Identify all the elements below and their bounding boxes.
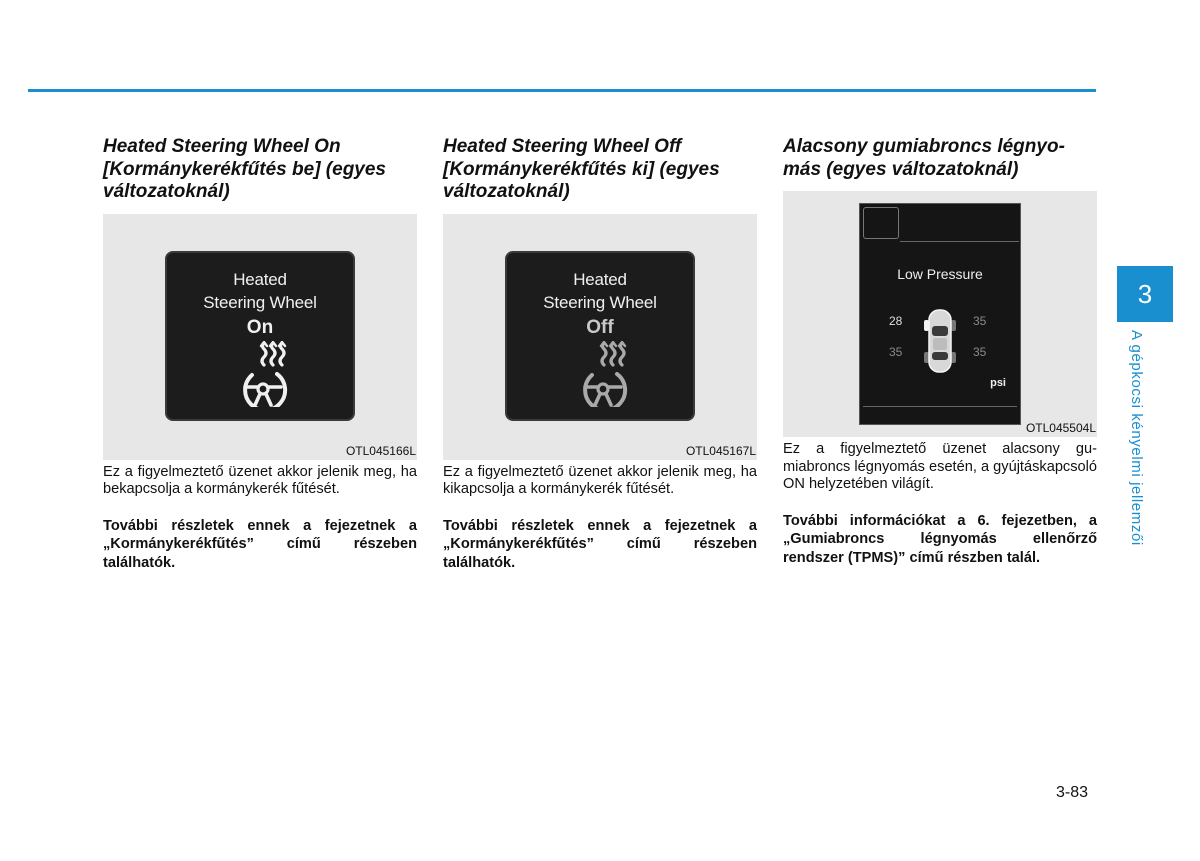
body-text: Ez a figyelmeztető üzenet akkor jelenik meg, ha bekapcsolja a kormánykerék fűtését.	[103, 463, 417, 497]
figure-low-pressure	[783, 191, 1097, 437]
display-line2: Steering Wheel	[203, 292, 317, 312]
display-divider	[863, 406, 1017, 407]
chapter-title: A gépkocsi kényelmi jellemzői	[1128, 330, 1145, 546]
car-top-view-icon	[922, 308, 958, 374]
column-heated-wheel-off	[443, 136, 757, 572]
figure-code: OTL045504L	[1025, 421, 1096, 435]
body-text: Ez a figyelmeztető üzenet akkor jelenik meg, ha kikapcsolja a kormánykerék fűtését.	[443, 463, 757, 497]
figure-heated-wheel-on	[103, 214, 417, 460]
pressure-rear-left: 35	[889, 345, 903, 359]
display-line2: Steering Wheel	[543, 292, 657, 312]
section-heading: Alacsony gumiabroncs légnyo- más (egyes változatoknál)	[783, 136, 1065, 180]
reference-note: További részletek ennek a fejezetnek a „Kormánykerékfűtés” című részeben találhatók.	[103, 517, 417, 571]
display-state: Off	[586, 316, 614, 338]
section-heading: Heated Steering Wheel On [Kormánykerékfűtés be] (egyes változatoknál)	[103, 136, 386, 202]
page-number: 3-83	[1056, 784, 1089, 801]
heated-steering-wheel-icon	[237, 341, 291, 407]
cluster-display	[505, 251, 695, 421]
cluster-display	[165, 251, 355, 421]
figure-heated-wheel-off	[443, 214, 757, 460]
section-heading: Heated Steering Wheel Off [Kormánykerékfűtés ki] (egyes változatoknál)	[443, 136, 720, 202]
reference-note: További információkat a 6. fejezetben, a „Gumiabroncs légnyomás ellenőrző rendszer (TPMS)” című részben talál.	[783, 512, 1097, 566]
tpms-display	[859, 203, 1021, 425]
pressure-front-right: 35	[973, 314, 987, 328]
display-indicator-box	[863, 207, 899, 239]
reference-note: További részletek ennek a fejezetnek a „Kormánykerékfűtés” című részeben találhatók.	[443, 517, 757, 571]
column-low-tire-pressure	[783, 136, 1097, 567]
pressure-unit: psi	[990, 377, 1006, 389]
tpms-title: Low Pressure	[897, 266, 983, 282]
chapter-tab: 3	[1117, 266, 1173, 322]
display-state: On	[246, 316, 274, 338]
top-rule	[28, 89, 1096, 92]
display-divider	[900, 241, 1019, 242]
column-heated-wheel-on	[103, 136, 417, 572]
pressure-front-left: 28	[889, 314, 903, 328]
heated-steering-wheel-icon	[577, 341, 631, 407]
figure-code: OTL045166L	[345, 443, 416, 458]
figure-code: OTL045167L	[685, 443, 756, 458]
body-text: Ez a figyelmeztető üzenet alacsony gumiabroncs légnyomás esetén, a gyújtáskapcsoló ON helyzetében világít.	[783, 441, 1097, 492]
display-line1: Heated	[233, 269, 287, 289]
pressure-rear-right: 35	[973, 345, 987, 359]
display-line1: Heated	[573, 269, 627, 289]
